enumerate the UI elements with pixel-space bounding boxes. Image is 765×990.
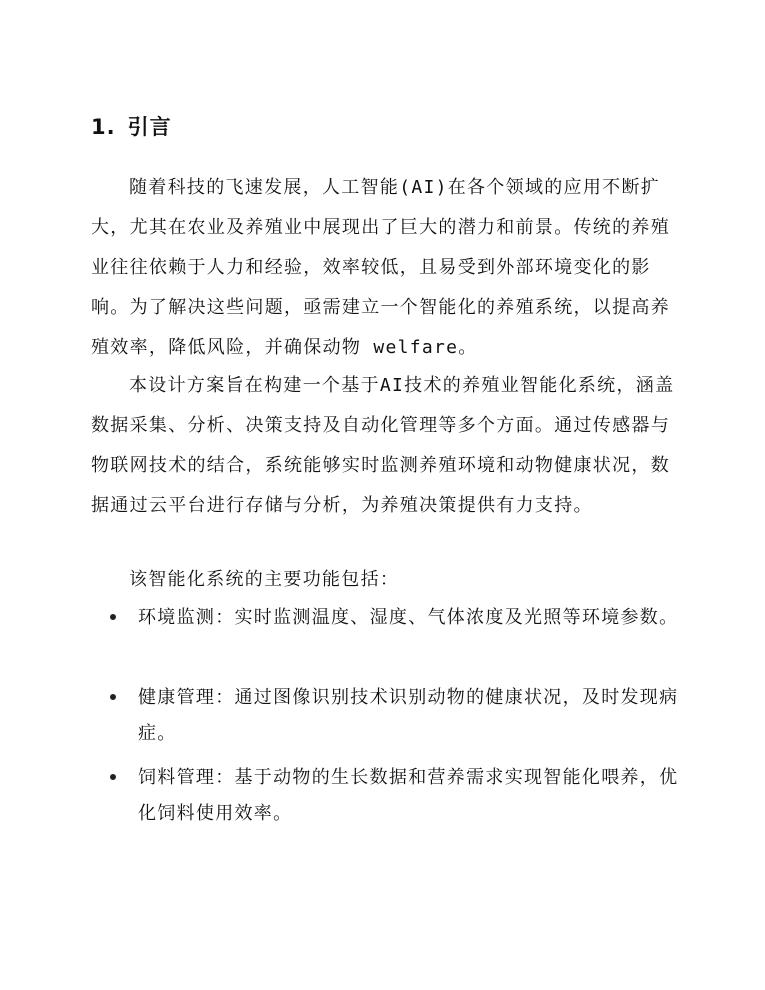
- section-heading: [91, 112, 172, 142]
- section-title: 引言: [127, 115, 172, 139]
- feature-health-management: 健康管理：通过图像识别技术识别动物的健康状况，及时发现病症。: [138, 687, 679, 744]
- feature-feed-management: 饲料管理：基于动物的生长数据和营养需求实现智能化喂养，优化饲料使用效率。: [138, 767, 679, 824]
- section-number: 1.: [91, 115, 116, 139]
- bullet-icon: [110, 774, 116, 780]
- feature-environment-monitoring: 环境监测：实时监测温度、湿度、气体浓度及光照等环境参数。: [138, 607, 679, 628]
- paragraph-design-overview: 本设计方案旨在构建一个基于AI技术的养殖业智能化系统，涵盖数据采集、分析、决策支持及自动化管理等多个方面。通过传感器与物联网技术的结合，系统能够实时监测养殖环境和动物健康状况，数据通过云平台进行存储与分析，为养殖决策提供有力支持。: [91, 375, 675, 516]
- paragraph-background: 随着科技的飞速发展，人工智能(AI)在各个领域的应用不断扩大，尤其在农业及养殖业中展现出了巨大的潜力和前景。传统的养殖业往往依赖于人力和经验，效率较低，且易受到外部环境变化的影响。为了解决这些问题，亟需建立一个智能化的养殖系统，以提高养殖效率，降低风险，并确保动物 welfare。: [91, 177, 670, 358]
- features-intro: 该智能化系统的主要功能包括：: [129, 569, 400, 590]
- bullet-icon: [110, 694, 116, 700]
- bullet-icon: [110, 614, 116, 620]
